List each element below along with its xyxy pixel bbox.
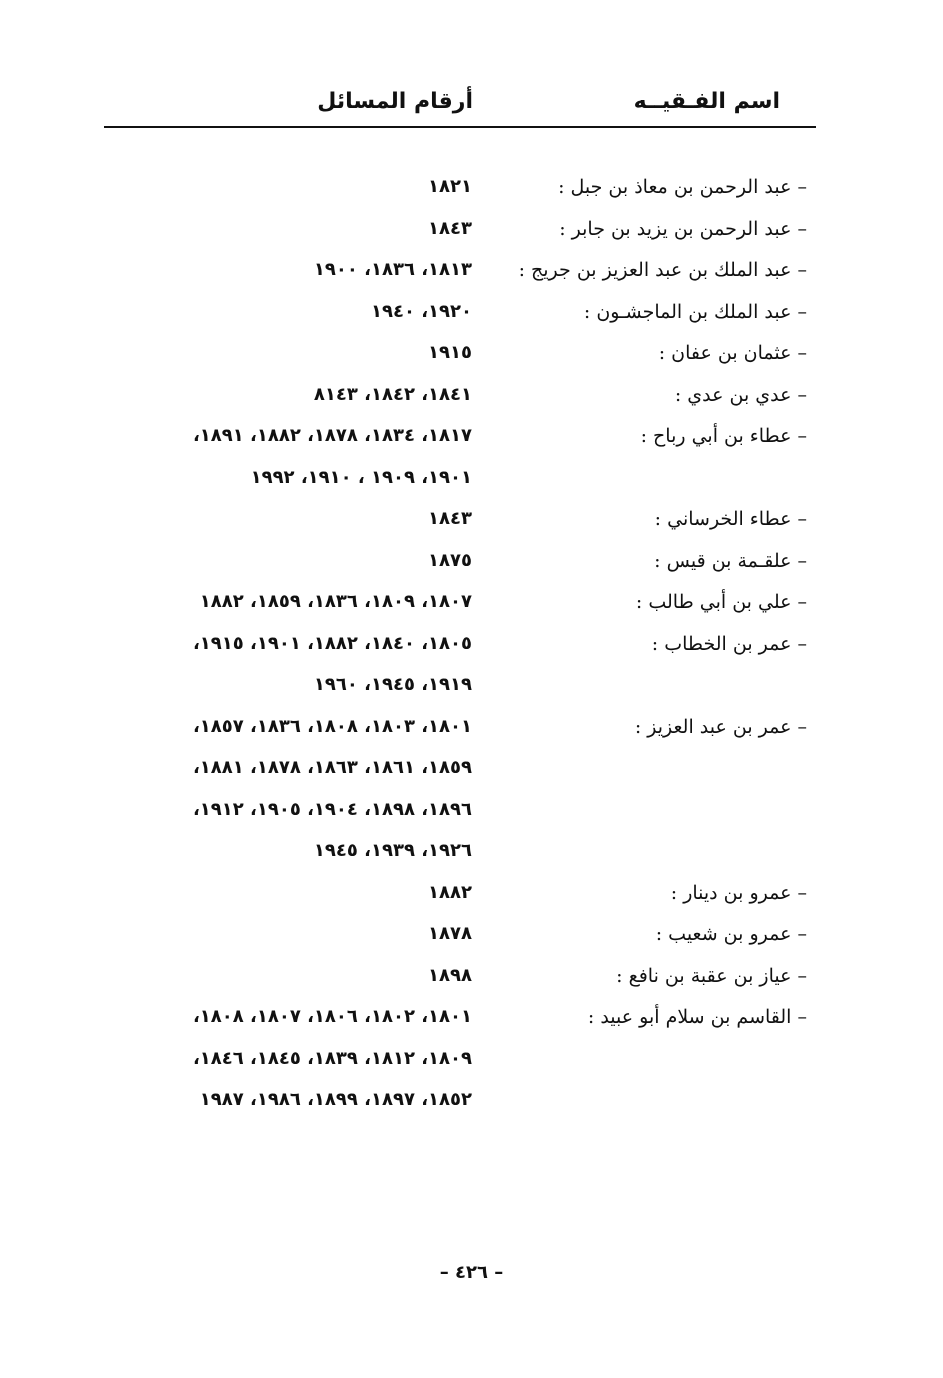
jurist-name: – عطاء بن أبي رباح : bbox=[640, 425, 807, 447]
issue-numbers: ١٨٤١، ١٨٤٢، ٨١٤٣ bbox=[313, 383, 472, 405]
issue-numbers: ١٨٤٣ bbox=[428, 508, 472, 529]
issue-numbers: ١٨٢١ bbox=[428, 176, 472, 197]
issue-numbers: ١٨٩٨ bbox=[428, 964, 472, 986]
issue-numbers: ١٩٢٠، ١٩٤٠ bbox=[370, 300, 472, 322]
issue-numbers: ١٨٠٧، ١٨٠٩، ١٨٣٦، ١٨٥٩، ١٨٨٢ bbox=[199, 591, 472, 612]
jurist-name: – عثمان بن عفان : bbox=[658, 342, 807, 364]
issue-numbers: ١٨٨٢ bbox=[428, 881, 472, 903]
jurist-name: – عبد الملك بن الماجشـون : bbox=[583, 300, 807, 323]
jurist-name: – القاسم بن سلام أبو عبيد : bbox=[587, 1006, 807, 1028]
jurist-name: – عياز بن عقبة بن نافع : bbox=[616, 964, 807, 987]
issue-numbers: ١٨٠٥، ١٨٤٠، ١٨٨٢، ١٩٠١، ١٩١٥، bbox=[192, 632, 472, 654]
header-divider bbox=[104, 126, 816, 128]
issue-numbers: ١٨٧٥ bbox=[428, 549, 472, 571]
jurist-name: – عمرو بن شعيب : bbox=[655, 923, 807, 945]
jurist-name: – عمر بن الخطاب : bbox=[651, 632, 807, 655]
jurist-name: – عطاء الخرساني : bbox=[654, 508, 807, 530]
issue-numbers: ١٨١٧، ١٨٣٤، ١٨٧٨، ١٨٨٢، ١٨٩١، bbox=[192, 425, 472, 446]
issue-numbers: ١٩١٥ bbox=[428, 342, 472, 363]
column-header-jurist-name: اسم الفـقيــه bbox=[633, 89, 780, 114]
issue-numbers: ١٩١٩، ١٩٤٥، ١٩٦٠ bbox=[313, 674, 472, 695]
jurist-name: – عبد الرحمن بن معاذ بن جبل : bbox=[558, 176, 807, 198]
issue-numbers: ١٨٠٩، ١٨١٢، ١٨٣٩، ١٨٤٥، ١٨٤٦، bbox=[192, 1047, 472, 1069]
jurist-name: – عمرو بن دينار : bbox=[670, 881, 807, 904]
issue-numbers: ١٨٠١، ١٨٠٣، ١٨٠٨، ١٨٣٦، ١٨٥٧، bbox=[192, 715, 472, 737]
issue-numbers: ١٩٢٦، ١٩٣٩، ١٩٤٥ bbox=[313, 840, 472, 861]
issue-numbers: ١٨٤٣ bbox=[428, 217, 472, 239]
issue-numbers: ١٨٩٦، ١٨٩٨، ١٩٠٤، ١٩٠٥، ١٩١٢، bbox=[192, 798, 472, 820]
jurist-name: – عبد الملك بن عبد العزيز بن جريج : bbox=[518, 259, 807, 281]
issue-numbers: ١٨١٣، ١٨٣٦، ١٩٠٠ bbox=[313, 259, 472, 280]
issue-numbers: ١٨٠١، ١٨٠٢، ١٨٠٦، ١٨٠٧، ١٨٠٨، bbox=[192, 1006, 472, 1027]
jurist-name: – عبد الرحمن بن يزيد بن جابر : bbox=[559, 217, 807, 240]
jurist-name: – عمر بن عبد العزيز : bbox=[634, 715, 807, 738]
issue-numbers: ١٩٠١، ١٩٠٩ ، ١٩١٠، ١٩٩٢ bbox=[250, 466, 472, 488]
jurist-name: – علقـمة بن قيس : bbox=[654, 549, 807, 572]
column-header-issue-numbers: أرقام المسائل bbox=[317, 89, 473, 114]
issue-numbers: ١٨٥٢، ١٨٩٧، ١٨٩٩، ١٩٨٦، ١٩٨٧ bbox=[199, 1089, 472, 1110]
page-number: – ٤٢٦ – bbox=[439, 1262, 504, 1283]
jurist-name: – عدي بن عدي : bbox=[674, 383, 807, 406]
issue-numbers: ١٨٧٨ bbox=[428, 923, 472, 944]
issue-numbers: ١٨٥٩، ١٨٦١، ١٨٦٣، ١٨٧٨، ١٨٨١، bbox=[192, 757, 472, 778]
jurist-name: – علي بن أبي طالب : bbox=[635, 591, 807, 613]
